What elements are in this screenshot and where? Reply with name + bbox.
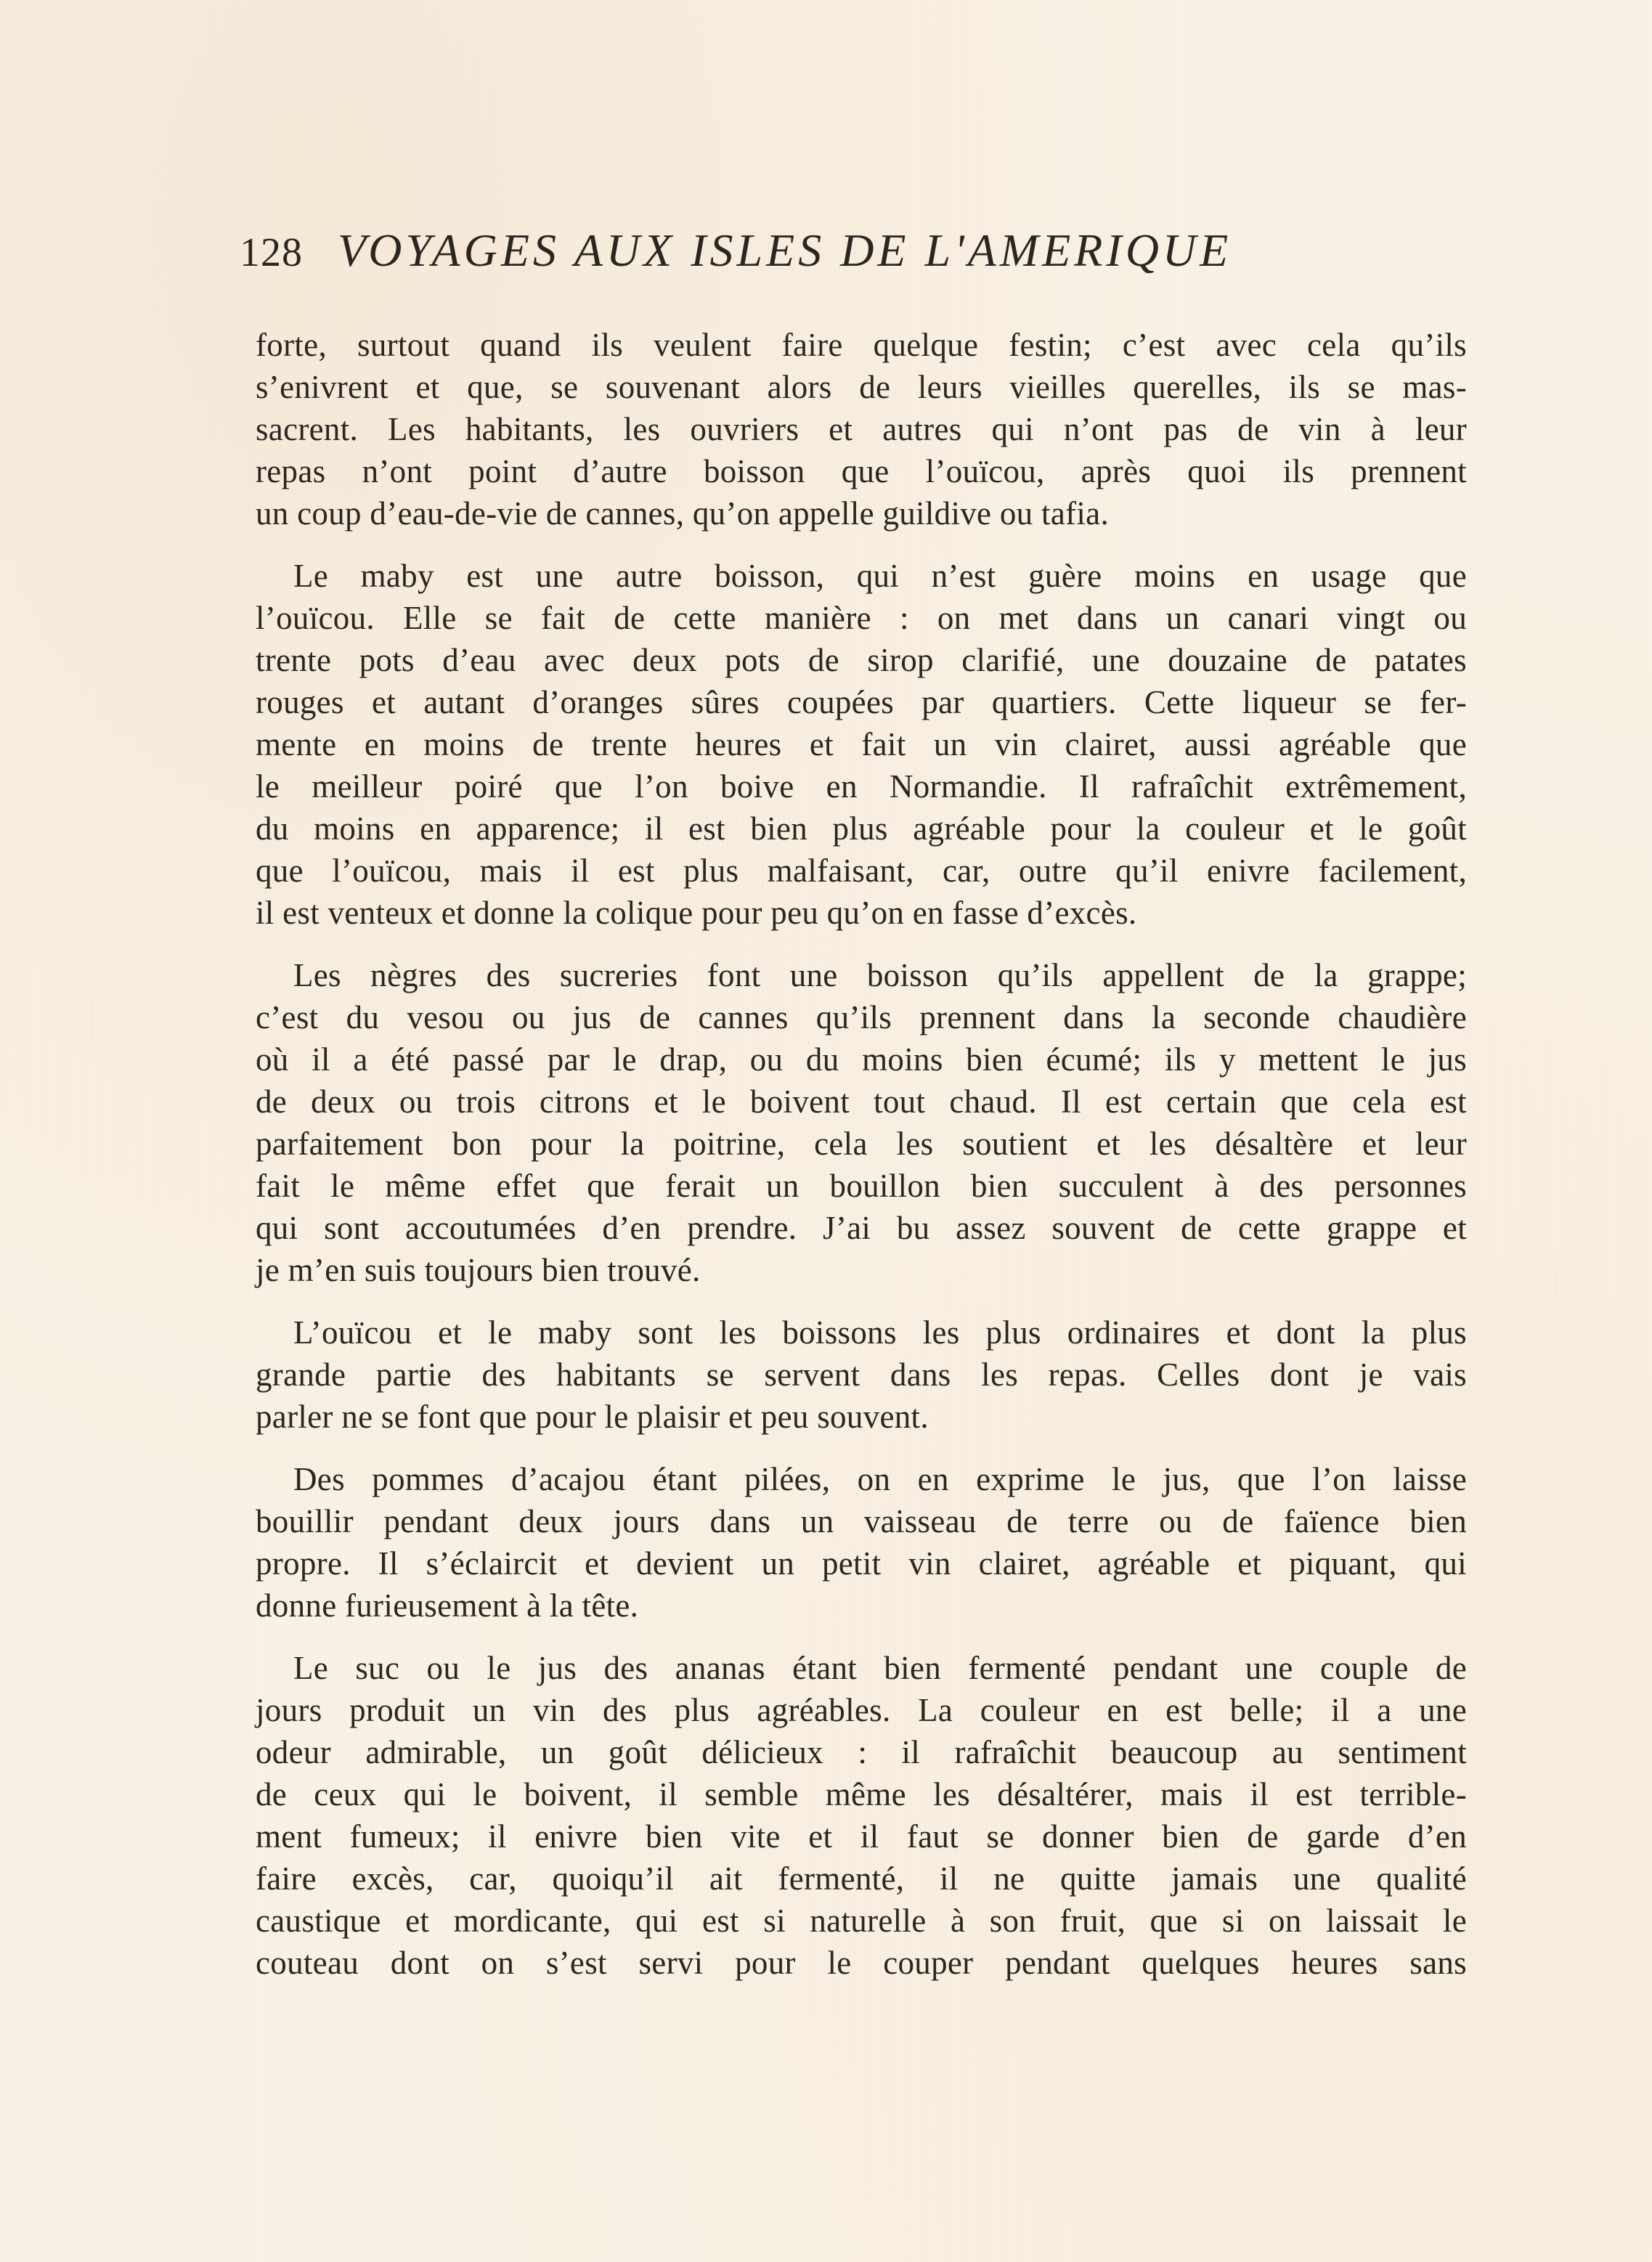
text-line: Les nègres des sucreries font une boisson qu’ils appellent de la grappe;	[293, 957, 1467, 993]
text-line: sacrent. Les habitants, les ouvriers et autres qui n’ont pas de vin à leur	[256, 411, 1467, 447]
text-line: fait le même effet que ferait un bouillon bien succulent à des personnes	[256, 1168, 1467, 1204]
running-head	[240, 218, 1474, 283]
text-line: ment fumeux; il enivre bien vite et il faut se donner bien de garde d’en	[256, 1818, 1467, 1855]
text-line: propre. Il s’éclaircit et devient un petit vin clairet, agréable et piquant, qui	[256, 1545, 1467, 1582]
running-head-title: VOYAGES AUX ISLES DE L'AMERIQUE	[338, 224, 1232, 276]
text-line: donne furieusement à la tête.	[256, 1587, 639, 1624]
text-line: couteau dont on s’est servi pour le couper pendant quelques heures sans	[256, 1945, 1467, 1981]
text-line: parfaitement bon pour la poitrine, cela les soutient et les désaltère et leur	[256, 1126, 1467, 1162]
paragraph-2	[256, 555, 1467, 934]
text-line: odeur admirable, un goût délicieux : il rafraîchit beaucoup au sentiment	[256, 1734, 1467, 1770]
text-line: jours produit un vin des plus agréables. La couleur en est belle; il a une	[256, 1692, 1467, 1728]
text-line: de ceux qui le boivent, il semble même les désaltérer, mais il est terrible-	[256, 1776, 1467, 1813]
paragraph-5	[256, 1458, 1467, 1627]
text-line: mente en moins de trente heures et fait un vin clairet, aussi agréable que	[256, 726, 1467, 762]
paragraph-4	[256, 1311, 1467, 1438]
text-line: forte, surtout quand ils veulent faire quelque festin; c’est avec cela qu’ils	[256, 327, 1467, 363]
text-line: repas n’ont point d’autre boisson que l’ouïcou, après quoi ils prennent	[256, 453, 1467, 489]
text-line: de deux ou trois citrons et le boivent tout chaud. Il est certain que cela est	[256, 1083, 1467, 1120]
text-line: caustique et mordicante, qui est si naturelle à son fruit, que si on laissait le	[256, 1903, 1467, 1939]
text-line: trente pots d’eau avec deux pots de sirop clarifié, une douzaine de patates	[256, 642, 1467, 678]
paragraph-1	[256, 324, 1467, 534]
text-line: où il a été passé par le drap, ou du moins bien écumé; ils y mettent le jus	[256, 1041, 1467, 1078]
paragraph-6	[256, 1647, 1467, 1984]
text-line: l’ouïcou. Elle se fait de cette manière : on met dans un canari vingt ou	[256, 600, 1467, 636]
paragraph-3	[256, 954, 1467, 1291]
text-line: qui sont accoutumées d’en prendre. J’ai bu assez souvent de cette grappe et	[256, 1210, 1467, 1246]
text-line: parler ne se font que pour le plaisir et peu souvent.	[256, 1399, 929, 1435]
text-line: je m’en suis toujours bien trouvé.	[256, 1252, 701, 1288]
text-line: c’est du vesou ou jus de cannes qu’ils prennent dans la seconde chaudière	[256, 999, 1467, 1036]
text-line: rouges et autant d’oranges sûres coupées par quartiers. Cette liqueur se fer-	[256, 684, 1467, 720]
text-line: un coup d’eau-de-vie de cannes, qu’on appelle guildive ou tafia.	[256, 495, 1110, 532]
text-line: que l’ouïcou, mais il est plus malfaisant, car, outre qu’il enivre facilement,	[256, 853, 1467, 889]
text-line: L’ouïcou et le maby sont les boissons les plus ordinaires et dont la plus	[293, 1314, 1467, 1351]
text-line: le meilleur poiré que l’on boive en Normandie. Il rafraîchit extrêmement,	[256, 768, 1467, 805]
page-number: 128	[240, 230, 303, 275]
text-line: grande partie des habitants se servent dans les repas. Celles dont je vais	[256, 1356, 1467, 1393]
text-line: Le suc ou le jus des ananas étant bien fermenté pendant une couple de	[293, 1650, 1467, 1686]
text-line: Des pommes d’acajou étant pilées, on en exprime le jus, que l’on laisse	[293, 1461, 1467, 1497]
text-line: Le maby est une autre boisson, qui n’est guère moins en usage que	[293, 558, 1467, 594]
text-line: du moins en apparence; il est bien plus agréable pour la couleur et le goût	[256, 810, 1467, 847]
text-line: faire excès, car, quoiqu’il ait fermenté, il ne quitte jamais une qualité	[256, 1860, 1467, 1897]
text-line: il est venteux et donne la colique pour peu qu’on en fasse d’excès.	[256, 895, 1137, 931]
body-text	[256, 324, 1467, 2004]
text-line: bouillir pendant deux jours dans un vaisseau de terre ou de faïence bien	[256, 1503, 1467, 1539]
text-line: s’enivrent et que, se souvenant alors de leurs vieilles querelles, ils se mas-	[256, 369, 1467, 405]
